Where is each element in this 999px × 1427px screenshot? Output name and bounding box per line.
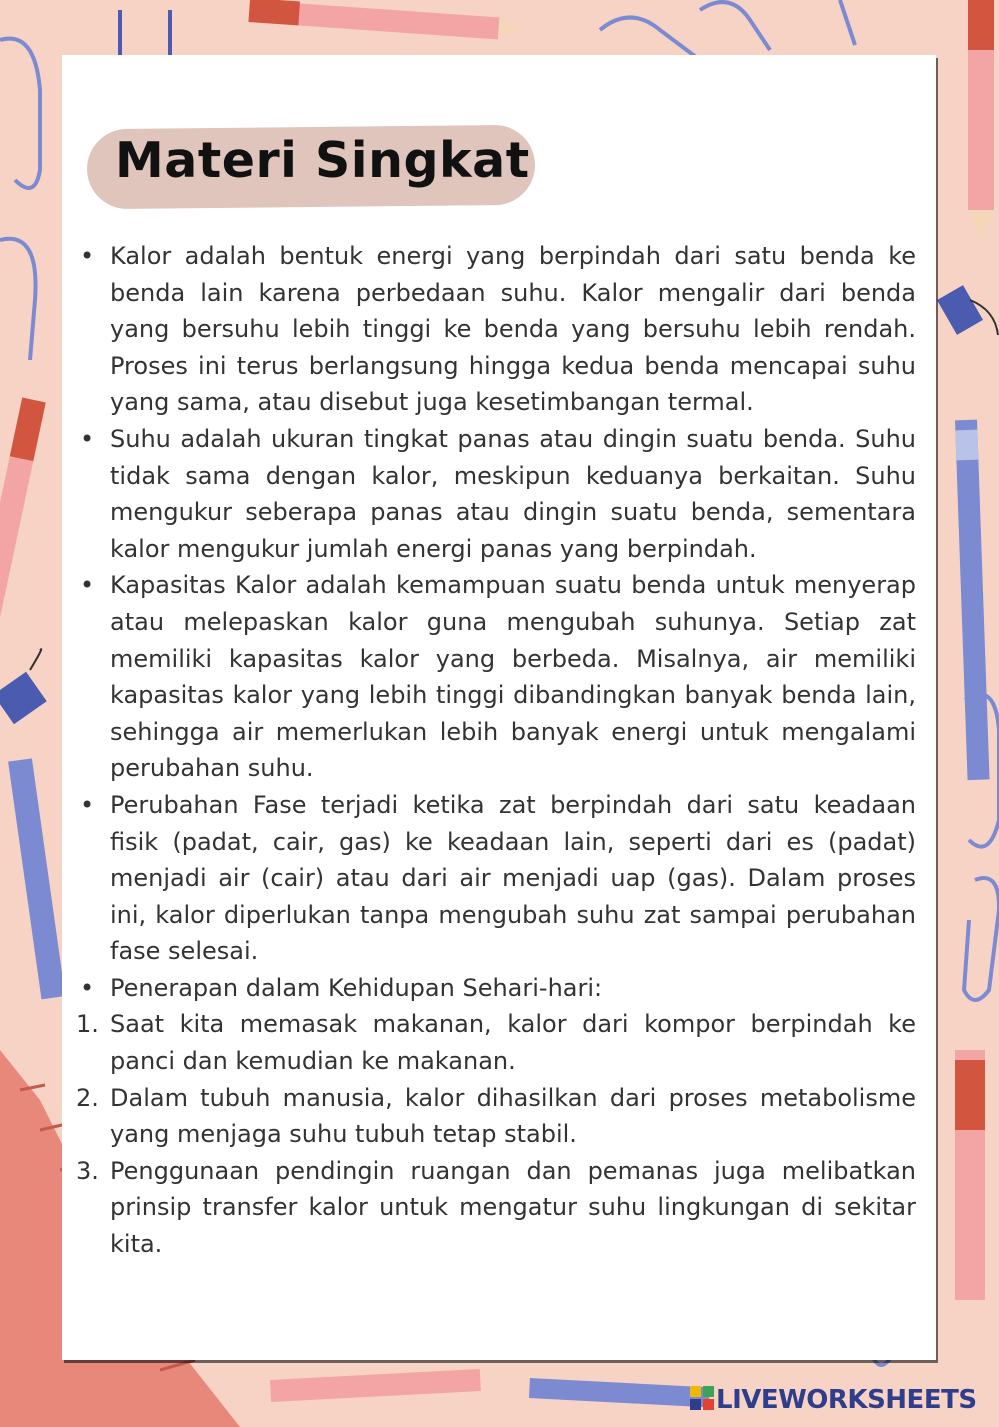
bullet-marker: •	[80, 790, 95, 819]
number-marker: 3.	[76, 1156, 99, 1185]
number-marker: 2.	[76, 1083, 99, 1112]
binder-clip-right-icon	[937, 285, 998, 335]
bullet-marker: •	[80, 242, 95, 270]
paperclip-left-icon	[0, 39, 40, 360]
list-item	[80, 787, 916, 970]
pen-left-icon	[8, 758, 65, 999]
bullet-marker: •	[80, 424, 95, 453]
pencil-bottom-icon	[270, 1369, 710, 1407]
list-item-text: Penerapan dalam Kehidupan Sehari-hari:	[110, 973, 603, 1002]
bullet-marker: •	[80, 973, 95, 1002]
liveworksheets-logo[interactable]	[690, 1385, 977, 1415]
page-title: Materi Singkat	[115, 132, 530, 189]
list-item	[80, 421, 916, 567]
number-marker: 1.	[76, 1010, 99, 1039]
list-item-text: Suhu adalah ukuran tingkat panas atau dingin suatu benda. Suhu tidak sama dengan kalor, meskipun keduanya berkaitan. Suhu mengukur seberapa panas atau dingin suatu benda, sementara kalor mengukur jumlah energi panas yang berpindah.	[110, 424, 916, 563]
pencil-right-bottom-icon	[955, 1050, 985, 1300]
pencil-left-icon	[0, 398, 46, 638]
pencil-right-top-icon	[968, 0, 994, 240]
list-item-text: Kapasitas Kalor adalah kemampuan suatu benda untuk menyerap atau melepaskan kalor guna mengubah suhunya. Setiap zat memiliki kapasitas kalor yang berbeda. Misalnya, air memiliki kapasitas kalor yang lebih tinggi dibandingkan banyak benda lain, sehingga air memerlukan lebih banyak energi untuk mengalami perubahan suhu.	[110, 571, 916, 783]
numbered-item-text: Saat kita memasak makanan, kalor dari kompor berpindah ke panci dan kemudian ke makanan.	[110, 1010, 916, 1076]
content-body	[76, 238, 916, 1263]
pen-right-icon	[955, 420, 990, 781]
list-item	[80, 567, 916, 787]
logo-blocks-icon	[690, 1386, 714, 1410]
numbered-item	[76, 1080, 916, 1153]
numbered-item-text: Dalam tubuh manusia, kalor dihasilkan dari proses metabolisme yang menjaga suhu tubuh tetap stabil.	[110, 1083, 916, 1149]
list-item-text: Perubahan Fase terjadi ketika zat berpindah dari satu keadaan fisik (padat, cair, gas) ke keadaan lain, seperti dari es (padat) menjadi air (cair) atau dari air menjadi uap (gas). Dalam proses ini, kalor diperlukan tanpa mengubah suhu zat sampai perubahan fase selesai.	[110, 790, 916, 966]
numbered-item-text: Penggunaan pendingin ruangan dan pemanas juga melibatkan prinsip transfer kalor untuk mengatur suhu lingkungan di sekitar kita.	[110, 1156, 916, 1259]
brand-text: LIVEWORKSHEETS	[716, 1385, 977, 1415]
numbered-item	[76, 1153, 916, 1263]
binder-clip-left-icon	[0, 649, 47, 724]
bullet-marker: •	[80, 571, 95, 600]
pencil-top-icon	[248, 0, 520, 39]
list-item	[80, 970, 916, 1007]
list-item-text: Kalor adalah bentuk energi yang berpindah dari satu benda ke benda lain karena perbedaan suhu. Kalor mengalir dari benda yang bersuhu lebih tinggi ke benda yang bersuhu lebih rendah. Proses ini terus berlangsung hingga kedua benda mencapai suhu yang sama, atau disebut juga kesetimbangan termal.	[110, 242, 916, 417]
list-item	[80, 238, 916, 421]
numbered-item	[76, 1006, 916, 1079]
